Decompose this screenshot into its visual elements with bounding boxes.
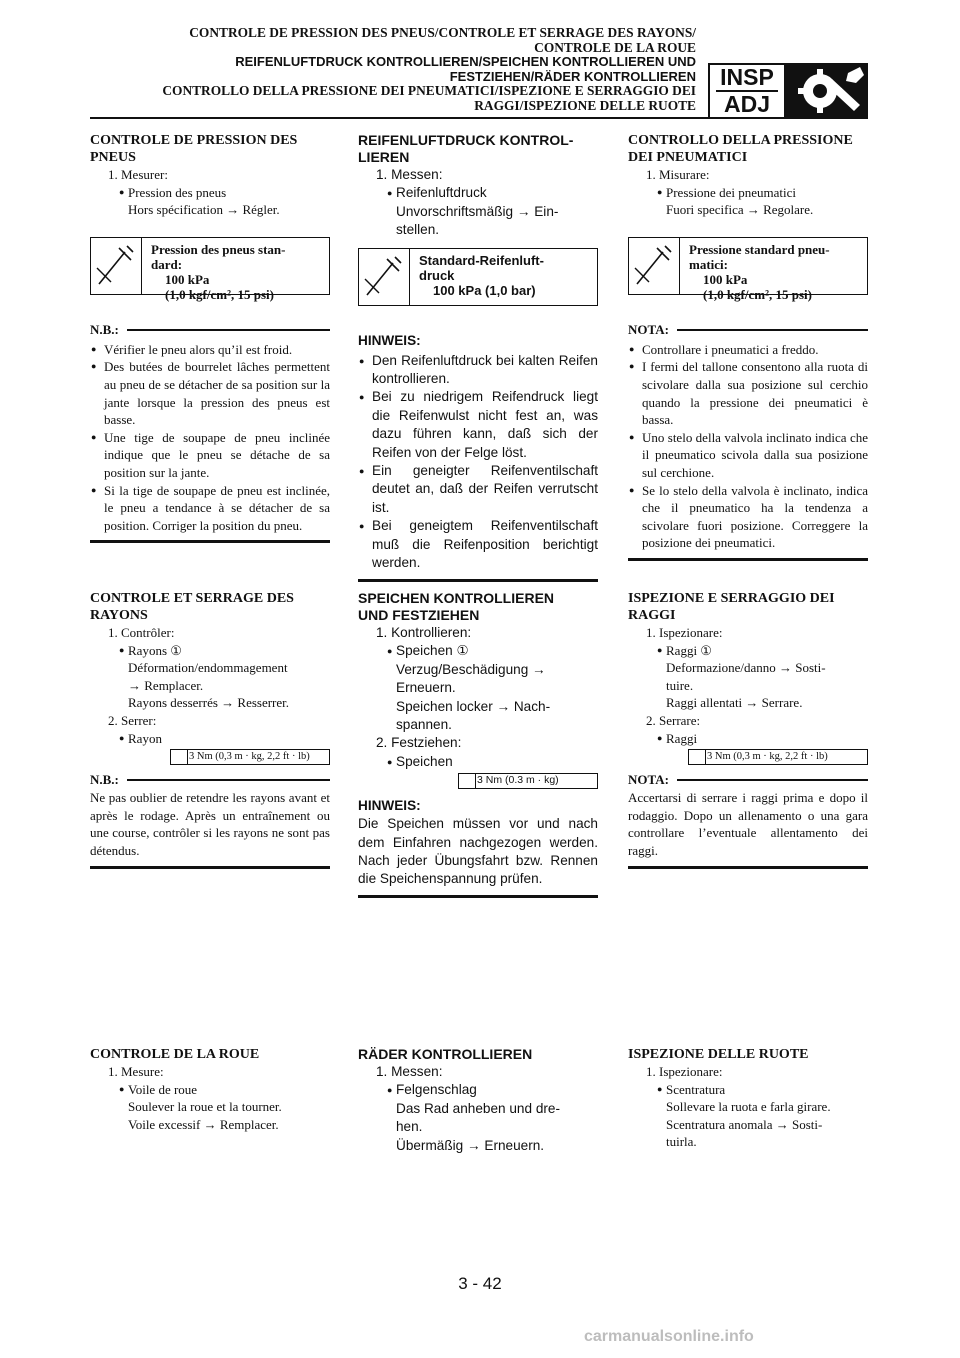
torque-spec: 3 Nm (0,3 m · kg, 2,2 ft · lb) [170, 749, 330, 765]
note-end-rule [90, 540, 330, 543]
detail: Deformazione/danno → Sosti- [666, 660, 826, 676]
bullet-item: ● Speichen [358, 753, 598, 771]
note-text: Ne pas oublier de retendre les rayons avant et après le rodage. Après un entraînement ou une course, contrôler si les rayons ne sont pas détendus. [90, 790, 330, 858]
bullet-item: ● Speichen ① [358, 642, 598, 660]
step: 1. Ispezionare: [646, 625, 723, 640]
detail: Erneuern. [396, 680, 456, 696]
column-de-spokes [358, 590, 598, 898]
column-de-tire-pressure [358, 132, 598, 582]
detail: stellen. [396, 222, 440, 238]
note-bullet: ● Uno stelo della valvola inclinato indica che il pneumatico scivola dalla sua posizione sul cerchione. [628, 429, 868, 482]
note-bullet: ● Si la tige de soupape de pneu est inclinée, le pneu a tendance à se détacher de sa position. Corriger la position du pneu. [90, 482, 330, 535]
detail: Scentratura anomala → Sosti- [666, 1116, 823, 1132]
heading-de-tire-pressure: REIFENLUFTDRUCK KONTROL- LIEREN [358, 132, 574, 165]
bullet-item: ● Rayon [90, 730, 330, 748]
insp-adj-badge [708, 63, 868, 119]
step: 2. Serrer: [108, 712, 157, 728]
step: 1. Messen: [376, 1064, 443, 1079]
bullet-item: ● Voile de roue [90, 1081, 330, 1099]
heading-it-spokes: ISPEZIONE E SERRAGGIO DEI RAGGI [628, 591, 835, 623]
header-line-fr-2: CONTROLE DE LA ROUE [534, 39, 696, 55]
header-rule [90, 117, 710, 119]
detail: Speichen locker → Nach- [396, 698, 551, 714]
step: 1. Messen: [376, 167, 443, 182]
note-end-rule [628, 866, 868, 869]
heading-it-tire-pressure: CONTROLLO DELLA PRESSIONE DEI PNEUMATICI [628, 133, 853, 165]
spec-box [358, 248, 598, 306]
heading-it-wheel: ISPEZIONE DELLE RUOTE [628, 1047, 809, 1062]
detail: Rayons desserrés → Resserrer. [128, 695, 290, 711]
torque-spec: 3 Nm (0,3 m · kg, 2,2 ft · lb) [688, 749, 868, 765]
bullet-item: ● Rayons ① [90, 642, 330, 660]
badge-adj: ADJ [723, 91, 770, 117]
bullet-item: ● Raggi ① [628, 642, 868, 660]
note-bullet: ● Une tige de soupape de pneu inclinée indique que le pneu se détache de sa position sur la jante. [90, 429, 330, 482]
detail: Déformation/endommagement [128, 660, 288, 676]
detail: Das Rad anheben und dre- [396, 1100, 560, 1116]
column-it-tire-pressure [628, 132, 868, 561]
torque-wrench-icon [689, 750, 706, 764]
note-text: Die Speichen müssen vor und nach dem Einfahren nachgezogen werden. Nach jeder Übungsfahrt bzw. Rennen die Speichenspannung prüfen. [358, 816, 598, 887]
step: 1. Misurare: [646, 167, 710, 182]
detail: Soulever la roue et la tourner. [128, 1099, 282, 1115]
wrench-gear-icon [786, 63, 868, 119]
badge-insp: INSP [720, 64, 774, 90]
step: 1. Mesure: [108, 1064, 164, 1079]
torque-wrench-icon [459, 774, 476, 788]
note-heading: NOTA: [628, 321, 868, 339]
detail: Sollevare la ruota e farla girare. [666, 1099, 831, 1115]
column-it-wheel [628, 1046, 868, 1151]
detail: tuire. [666, 677, 694, 693]
column-fr-spokes [90, 590, 330, 869]
note-heading: N.B.: [90, 771, 330, 789]
detail: Verzug/Beschädigung → [396, 661, 546, 677]
header-line-fr-1: CONTROLE DE PRESSION DES PNEUS/CONTROLE ET SERRAGE DES RAYONS/ [189, 25, 696, 40]
detail: Übermäßig → Erneuern. [396, 1137, 545, 1153]
detail: → Remplacer. [128, 677, 204, 693]
note-bullet: ● Den Reifenluftdruck bei kalten Reifen kontrollieren. [358, 352, 598, 389]
detail: spannen. [396, 717, 452, 733]
note-end-rule [90, 866, 330, 869]
note-bullet: ● Ein geneigter Reifenventilschaft deutet an, daß der Reifen verrutscht ist. [358, 462, 598, 517]
insp-adj-label [708, 63, 786, 119]
detail: Unvorschriftsmäßig → Ein- [396, 203, 559, 219]
column-de-wheel [358, 1046, 598, 1155]
bullet-item: ● Reifenluftdruck [358, 184, 598, 202]
torque-spec: 3 Nm (0.3 m · kg) [458, 773, 598, 789]
note-bullet: ● Se lo stelo della valvola è inclinato, indica che il pneumatico ha la tendenza a scivolare fuori posizione. Correggere la posizione dei pneumatici. [628, 482, 868, 552]
wrench-icon [91, 238, 142, 294]
detail: hen. [396, 1119, 423, 1135]
heading-fr-spokes: CONTROLE ET SERRAGE DES RAYONS [90, 591, 294, 623]
detail: Hors spécification → Régler. [128, 202, 280, 218]
torque-wrench-icon [171, 750, 188, 764]
step: 1. Ispezionare: [646, 1064, 723, 1079]
detail: Raggi allentati → Serrare. [666, 695, 803, 711]
detail: Voile excessif → Remplacer. [128, 1116, 279, 1132]
note-end-rule [358, 579, 598, 582]
note-bullet: ● Controllare i pneumatici a freddo. [628, 341, 868, 359]
bullet-item: ● Pressione dei pneumatici [628, 184, 868, 202]
bullet-item: ● Scentratura [628, 1081, 868, 1099]
step: 1. Contrôler: [108, 625, 175, 640]
header-line-it-2: RAGGI/ISPEZIONE DELLE RUOTE [474, 97, 696, 113]
step: 2. Serrare: [646, 712, 701, 728]
note-bullet: ● Vérifier le pneu alors qu’il est froid. [90, 341, 330, 359]
heading-fr-tire-pressure: CONTROLE DE PRESSION DES PNEUS [90, 133, 298, 165]
bullet-item: ● Pression des pneus [90, 184, 330, 202]
step: 2. Festziehen: [376, 735, 462, 751]
spec-box [628, 237, 868, 302]
bullet-item: ● Felgenschlag [358, 1081, 598, 1099]
note-end-rule [358, 895, 598, 898]
wrench-icon [629, 238, 680, 294]
step: 1. Mesurer: [108, 167, 168, 182]
header-line-de-1: REIFENLUFTDRUCK KONTROLLIEREN/SPEICHEN KONTROLLIEREN UND [235, 54, 696, 70]
detail: Fuori specifica → Regolare. [666, 202, 814, 218]
note-bullet: ● Des butées de bourrelet lâches permettent au pneu de se détacher de sa position sur la jante lorsque la pression des pneus est basse. [90, 358, 330, 428]
column-it-spokes [628, 590, 868, 869]
heading-de-wheel: RÄDER KONTROLLIEREN [358, 1046, 533, 1062]
note-bullet: ● Bei zu niedrigem Reifendruck liegt die Reifenwulst nicht fest an, was dazu führen kann, daß sich der Reifen von der Felge löst. [358, 388, 598, 462]
note-bullet: ● Bei geneigtem Reifenventilschaft muß die Reifenposition berichtigt werden. [358, 517, 598, 572]
note-heading: NOTA: [628, 771, 868, 789]
detail: tuirla. [666, 1134, 697, 1150]
wrench-icon [359, 249, 410, 305]
header-line-de-2: FESTZIEHEN/RÄDER KONTROLLIEREN [449, 68, 696, 84]
note-heading: N.B.: [90, 321, 330, 339]
bullet-item: ● Raggi [628, 730, 868, 748]
page-header [90, 26, 696, 114]
note-end-rule [628, 558, 868, 561]
heading-de-spokes: SPEICHEN KONTROLLIEREN UND FESTZIEHEN [358, 590, 555, 623]
step: 1. Kontrollieren: [376, 625, 472, 640]
heading-fr-wheel: CONTROLE DE LA ROUE [90, 1047, 260, 1062]
column-fr-wheel [90, 1046, 330, 1133]
note-heading: HINWEIS: [358, 797, 598, 815]
page-number: 3 - 42 [458, 1274, 502, 1293]
note-heading: HINWEIS: [358, 332, 598, 350]
note-bullet: ● I fermi del tallone consentono alla ruota di scivolare dalla sua posizione sul cerchio quando la pressione dei pneumatici è bassa. [628, 358, 868, 428]
spec-text: Standard-Reifenluft- druck 100 kPa (1,0 bar) [419, 252, 544, 298]
spec-box [90, 237, 330, 302]
spec-text: Pressione standard pneu- matici: 100 kPa (1,0 kgf/cm², 15 psi) [689, 241, 830, 302]
header-line-it-1: CONTROLLO DELLA PRESSIONE DEI PNEUMATICI/ISPEZIONE E SERRAGGIO DEI [162, 83, 696, 99]
watermark: carmanualsonline.info [584, 1328, 754, 1345]
spec-text: Pression des pneus stan- dard: 100 kPa (1,0 kgf/cm², 15 psi) [151, 241, 286, 302]
note-text: Accertarsi di serrare i raggi prima e dopo il rodaggio. Dopo un allenamento o una gara controllare l’eventuale allentamento dei raggi. [628, 790, 868, 858]
column-fr-tire-pressure [90, 132, 330, 543]
